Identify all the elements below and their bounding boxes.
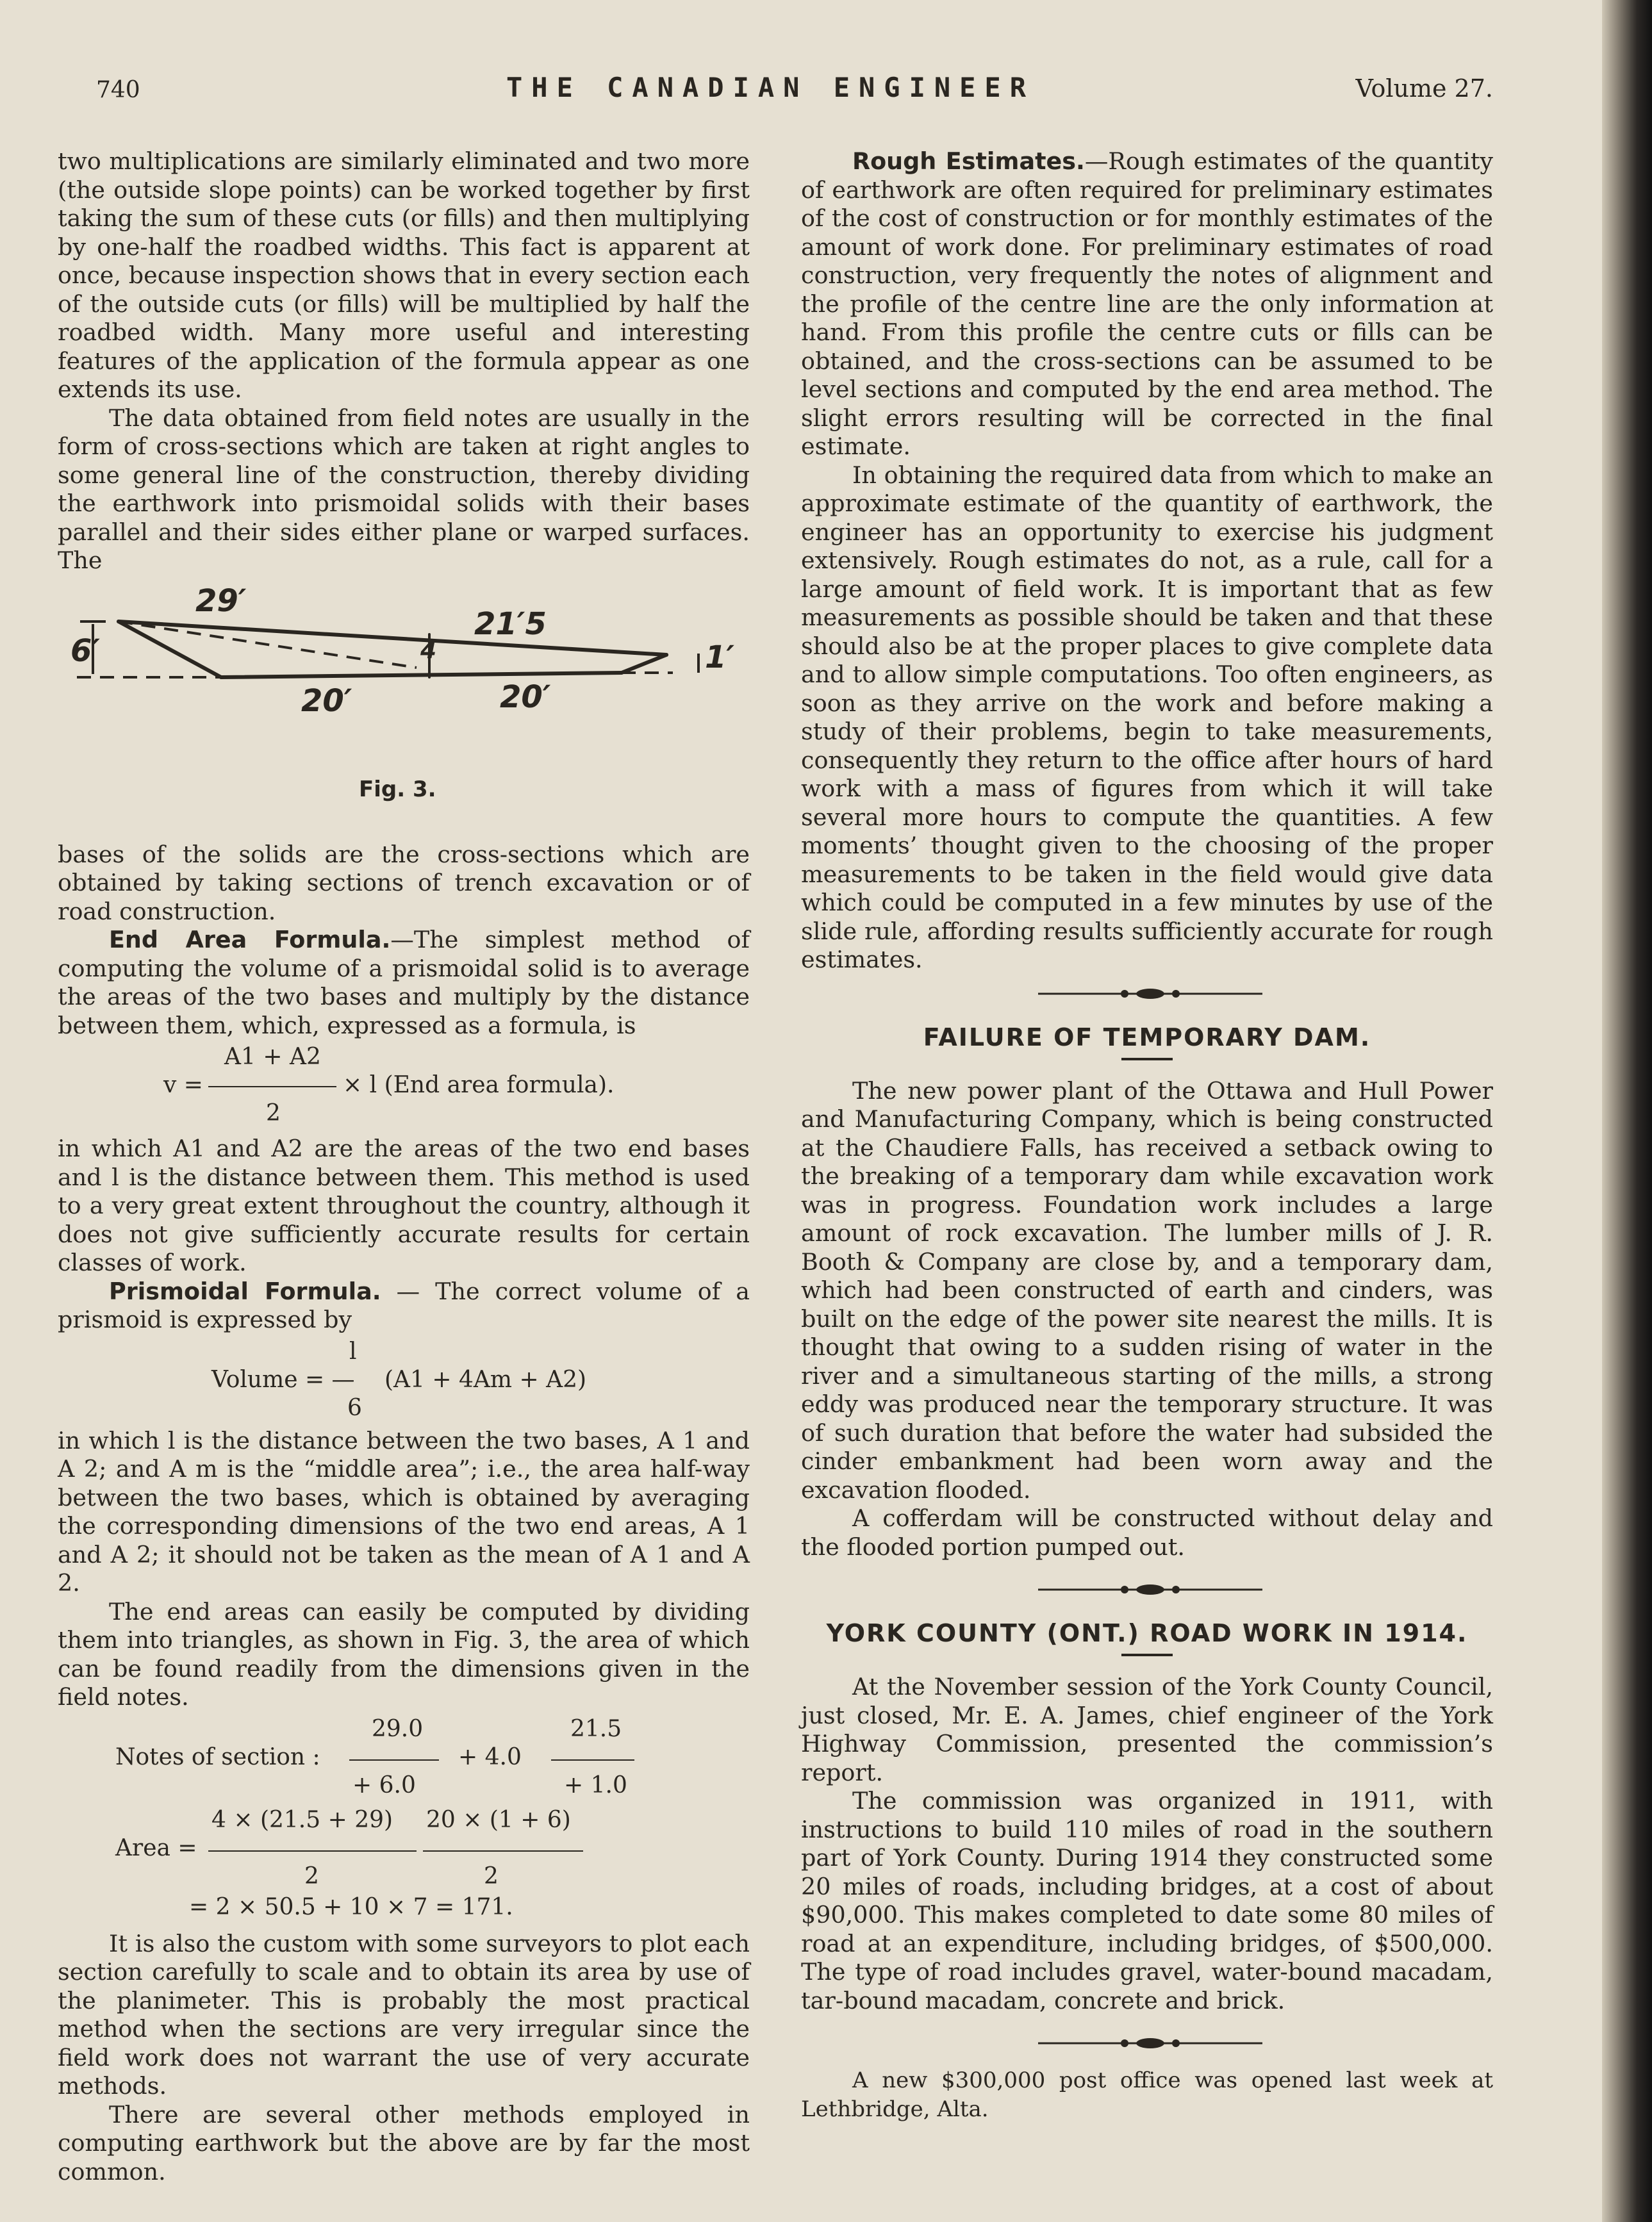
end-area-formula: A1 + A2 v = × l (End area formula). 2 <box>163 1044 615 1126</box>
paragraph: bases of the solids are the cross-sections which are obtained by taking sections of trench excavation or of road construction. <box>58 840 750 925</box>
book-spine-shadow <box>1602 0 1652 2222</box>
paragraph: in which l is the distance between the two bases, A 1 and A 2; and A m is the “middle area”; i.e., the area half-way between the two bases, which is obtained by averaging the corresponding dimensions of the two end areas, A 1 and A 2; it should not be taken as the mean of A 1 and A 2. <box>58 1426 750 1597</box>
area-computation: 4 × (21.5 + 29) 20 × (1 + 6) Area = 2 2 = 2 × 50.5 + 10 × 7 = 171. <box>58 1807 750 1926</box>
section-ornament <box>801 981 1493 1007</box>
left-column <box>58 147 750 2186</box>
paragraph: End Area Formula.—The simplest method of computing the volume of a prismoidal solid is to average the areas of the two bases and multiply by the distance between them, which, expressed as a formula, is <box>58 926 750 1039</box>
paragraph: A cofferdam will be constructed without delay and the flooded portion pumped out. <box>801 1504 1493 1561</box>
paragraph: The new power plant of the Ottawa and Hull Power and Manufacturing Company, which is being constructed at the Chaudiere Falls, has received a setback owing to the breaking of a temporary dam while excavation work was in progress. Foundation work includes a large amount of rock excavation. The lumber mills of J. R. Booth & Company are close by, and a temporary dam, which had been constructed of earth and cinders, was built on the edge of the power site nearest the mills. It is thought that owing to a sudden rising of water in the river and a simultaneous starting of the mills, a strong eddy was produced near the temporary structure. It was of such duration that before the water had subsided the cinder embankment had been worn away and the excavation flooded. <box>801 1076 1493 1504</box>
section-heading: YORK COUNTY (ONT.) ROAD WORK IN 1914. <box>826 1619 1468 1647</box>
section-heading: FAILURE OF TEMPORARY DAM. <box>923 1023 1371 1051</box>
paragraph: two multiplications are similarly eliminated and two more (the outside slope points) can be worked together by first taking the sum of these cuts (or fills) and then multiplying by one-half the roadbed widths. This fact is apparent at once, because inspection shows that in every section each of the outside cuts (or fills) will be multiplied by half the roadbed width. Many more useful and interesting features of the application of the formula appear as one extends its use. <box>58 147 750 403</box>
roadbed-line <box>221 673 622 677</box>
label-6: 6′ <box>70 632 101 669</box>
running-head <box>96 72 1493 110</box>
paragraph: in which A1 and A2 are the areas of the two end bases and l is the distance between them. This method is used to a very great extent throughout the country, although it does not give sufficiently accurate results for certain classes of work. <box>58 1135 750 1276</box>
paragraph: There are several other methods employed in computing earthwork but the above are by far the most common. <box>58 2100 750 2185</box>
cross-section-diagram <box>58 584 750 777</box>
label-29: 29′ <box>195 584 247 619</box>
label-1: 1′ <box>705 639 735 675</box>
label-20-left: 20′ <box>301 682 352 719</box>
figure-3 <box>58 584 750 834</box>
paragraph: At the November session of the York County Council, just closed, Mr. E. A. James, chief engineer of the York Highway Commission, presented the commission’s report. <box>801 1673 1493 1786</box>
heading-rule <box>1121 1058 1173 1060</box>
top-slope-line <box>119 621 666 655</box>
label-21-5: 21′5 <box>474 605 547 642</box>
notes-of-section: 29.0 Notes of section : + 4.0 21.5 + 6.0 + 1.0 <box>58 1716 750 1803</box>
paragraph: The data obtained from field notes are usually in the form of cross-sections which are taken at right angles to some general line of the construction, thereby dividing the earthwork into prismoidal solids with their bases parallel and their sides either plane or warped surfaces. The <box>58 404 750 574</box>
run-in-heading: Rough Estimates. <box>852 147 1085 175</box>
page-number: 740 <box>96 77 140 103</box>
paragraph: It is also the custom with some surveyors to plot each section carefully to scale and to obtain its area by use of the planimeter. This is probably the most practical method when the sections are very irregular since the field work does not warrant the use of very accurate methods. <box>58 1929 750 2100</box>
right-column <box>801 147 1493 2123</box>
volume-label: Volume 27. <box>1355 74 1493 103</box>
paragraph: Rough Estimates.—Rough estimates of the quantity of earthwork are often required for preliminary estimates of the cost of construction or for monthly estimates of the amount of work done. For preliminary estimates of road construction, very frequently the notes of alignment and the profile of the centre line are the only information at hand. From this profile the centre cuts or fills can be obtained, and the cross-sections can be assumed to be level sections and computed by the end area method. The slight errors resulting will be corrected in the final estimate. <box>801 147 1493 460</box>
label-4: 4 <box>420 637 437 664</box>
run-in-heading: Prismoidal Formula. <box>109 1277 381 1305</box>
section-ornament <box>801 2030 1493 2056</box>
paragraph: In obtaining the required data from which to make an approximate estimate of the quantity of earthwork, the engineer has an opportunity to exercise his judgment extensively. Rough estimates do not, as a rule, call for a large amount of field work. It is important that as few measurements as possible should be taken and that these should also be at the proper places to give complete data and to allow simple computations. Too often engineers, as soon as they arrive on the work and before making a study of their problems, begin to take measurements, consequently they return to the office after hours of hard work with a mass of figures from which it will take several more hours to compute the quantities. A few moments’ thought given to the choosing of the proper measurements to be taken in the field would give data which could be computed in a few minutes by use of the slide rule, affording results sufficiently accurate for rough estimates. <box>801 461 1493 973</box>
run-in-heading: End Area Formula. <box>109 926 391 953</box>
right-slope-line <box>622 655 666 673</box>
paragraph: A new $300,000 post office was opened last week at Lethbridge, Alta. <box>801 2068 1493 2122</box>
news-note <box>801 2066 1493 2123</box>
paragraph: The commission was organized in 1911, with instructions to build 110 miles of road in the southern part of York County. During 1914 they constructed some 20 miles of roads, including bridges, at a cost of about $90,000. This makes completed to date some 80 miles of road at an expenditure, including bridges, of $500,000. The type of road includes gravel, water-bound macadam, tar-bound macadam, concrete and brick. <box>801 1787 1493 2014</box>
journal-title: THE CANADIAN ENGINEER <box>506 72 1036 103</box>
section-ornament <box>801 1577 1493 1602</box>
paragraph: Prismoidal Formula. — The correct volume of a prismoid is expressed by <box>58 1277 750 1333</box>
paragraph: The end areas can easily be computed by dividing them into triangles, as shown in Fig. 3, the area of which can be found readily from the dimensions given in the field notes. <box>58 1597 750 1711</box>
label-20-right: 20′ <box>500 679 551 715</box>
prismoidal-formula: l Volume = — (A1 + 4Am + A2) 6 <box>211 1338 587 1421</box>
heading-rule <box>1121 1654 1173 1656</box>
figure-caption: Fig. 3. <box>359 776 436 802</box>
